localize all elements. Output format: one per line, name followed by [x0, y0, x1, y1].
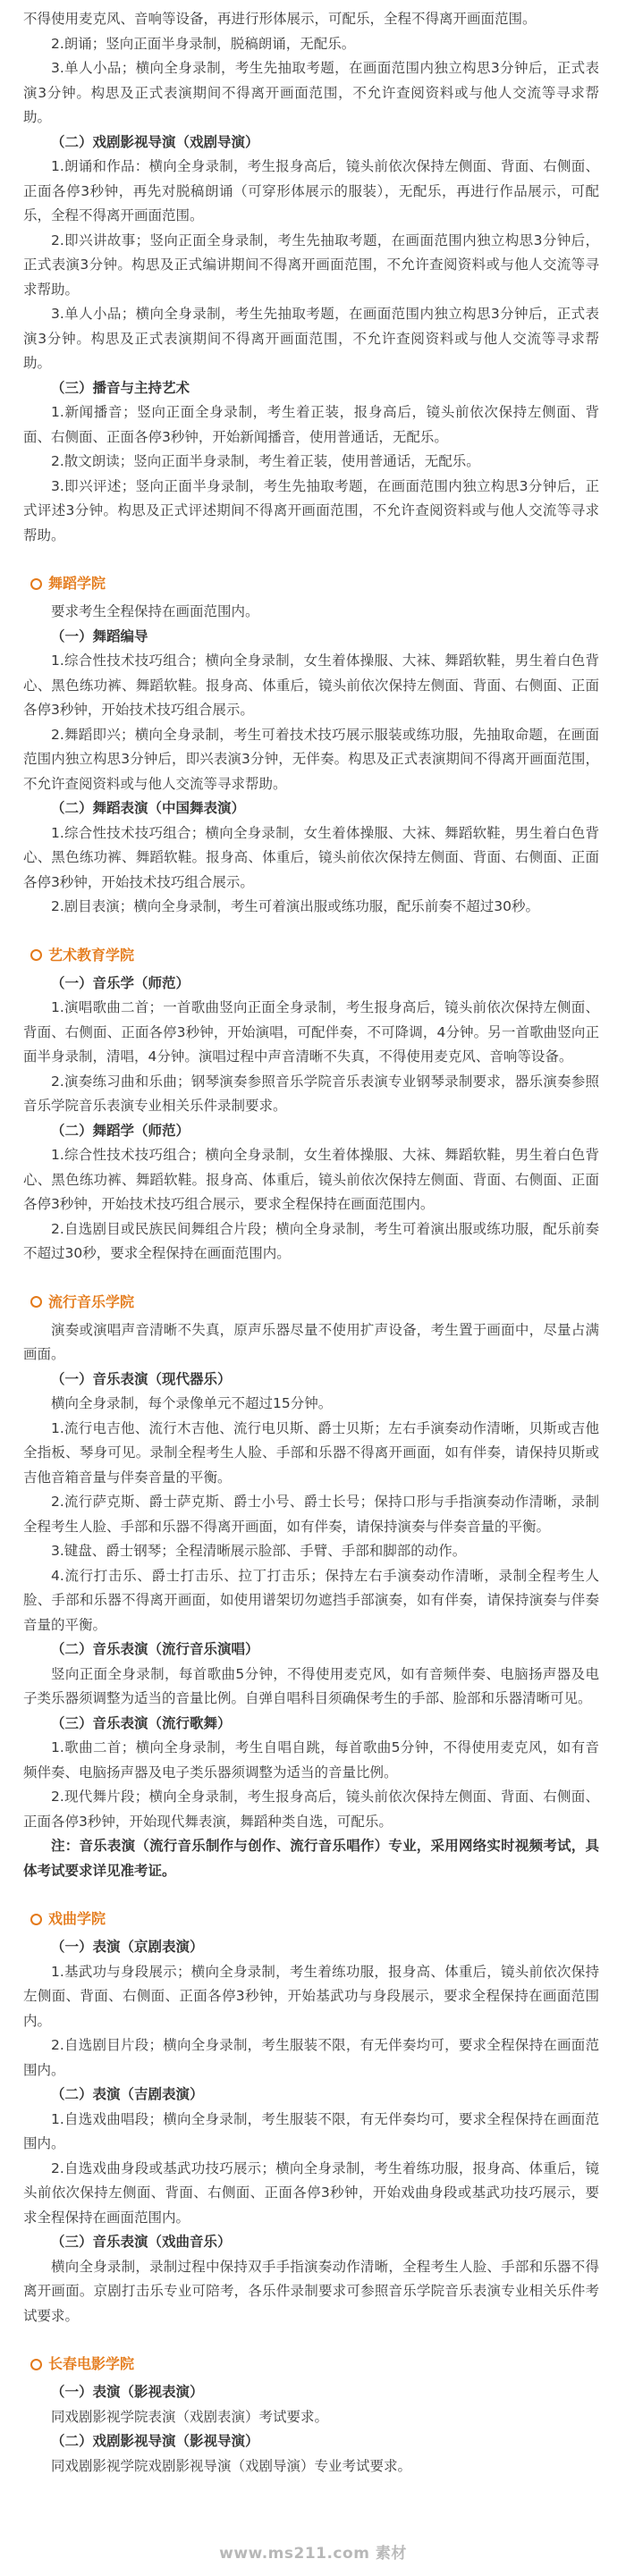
section-subheading: （二）戏剧影视导演（影视导演） [51, 2433, 259, 2449]
body-paragraph: 横向全身录制，录制过程中保持双手手指演奏动作清晰，全程考生人脸、手部和乐器不得离开画面。京剧打击乐专业可陪考，各乐件录制要求可参照音乐学院音乐表演专业相关乐件考试要求。 [23, 2258, 599, 2324]
body-paragraph: 1.综合性技术技巧组合；横向全身录制，女生着体操服、大袜、舞蹈软鞋，男生着白色背心、黑色练功裤、舞蹈软鞋。报身高、体重后，镜头前依次保持左侧面、背面、右侧面、正面各停3秒钟，开始技术技巧组合展示。 [23, 824, 599, 890]
body-paragraph: 1.基武功与身段展示；横向全身录制，考生着练功服，报身高、体重后，镜头前依次保持左侧面、背面、右侧面、正面各停3秒钟，开始基武功与身段展示，要求全程保持在画面范围内。 [23, 1963, 599, 2029]
body-paragraph: 2.演奏练习曲和乐曲；钢琴演奏参照音乐学院音乐表演专业钢琴录制要求，器乐演奏参照音乐学院音乐表演专业相关乐件录制要求。 [23, 1073, 599, 1114]
section-subheading: （一）表演（影视表演） [51, 2384, 204, 2400]
body-paragraph: 3.键盘、爵士钢琴；全程清晰展示脸部、手臂、手部和脚部的动作。 [51, 1543, 467, 1559]
body-paragraph: 2.朗诵；竖向正面半身录制，脱稿朗诵，无配乐。 [51, 35, 356, 52]
body-paragraph: 2.舞蹈即兴；横向全身录制，考生可着技术技巧展示服装或练功服，先抽取命题，在画面范围内独立构思3分钟后，即兴表演3分钟，无伴奏。构思及正式表演期间不得离开画面范围，不允许查阅资料或与他人交流等寻求帮助。 [23, 726, 599, 792]
circle-bullet-icon [30, 1296, 42, 1308]
body-paragraph: 1.流行电吉他、流行木吉他、流行电贝斯、爵士贝斯；左右手演奏动作清晰，贝斯或吉他全指板、琴身可见。录制全程考生人脸、手部和乐器不得离开画面，如有伴奏，请保持贝斯或吉他音箱音量与伴奏音量的平衡。 [23, 1419, 599, 1486]
school-heading [23, 943, 599, 968]
body-paragraph: 3.单人小品；横向全身录制，考生先抽取考题，在画面范围内独立构思3分钟后，正式表演3分钟。构思及正式表演期间不得离开画面范围，不允许查阅资料或与他人交流等寻求帮助。 [23, 60, 599, 125]
body-paragraph: 1.自选戏曲唱段；横向全身录制，考生服装不限，有无伴奏均可，要求全程保持在画面范围内。 [23, 2110, 599, 2151]
section-subheading: （二）舞蹈学（师范） [51, 1122, 190, 1139]
school-heading-text: 流行音乐学院 [48, 1292, 135, 1310]
school-heading [23, 2352, 599, 2377]
school-heading-text: 长春电影学院 [48, 2355, 135, 2372]
body-paragraph: 2.散文朗读；竖向正面半身录制，考生着正装，使用普通话，无配乐。 [51, 453, 480, 469]
school-heading [23, 1290, 599, 1315]
body-paragraph: 2.自选剧目片段；横向全身录制，考生服装不限，有无伴奏均可，要求全程保持在画面范围内。 [23, 2037, 599, 2078]
body-paragraph: 1.综合性技术技巧组合；横向全身录制，女生着体操服、大袜、舞蹈软鞋，男生着白色背心、黑色练功裤、舞蹈软鞋。报身高、体重后，镜头前依次保持左侧面、背面、右侧面、正面各停3秒钟，开始技术技巧组合展示，要求全程保持在画面范围内。 [23, 1147, 599, 1212]
section-subheading: （二）舞蹈表演（中国舞表演） [51, 800, 246, 816]
circle-bullet-icon [30, 949, 42, 961]
body-paragraph: 不得使用麦克风、音响等设备，再进行形体展示，可配乐，全程不得离开画面范围。 [23, 11, 537, 27]
watermark-text: www.ms211.com 素材 [219, 2545, 407, 2563]
body-paragraph: 1.综合性技术技巧组合；横向全身录制，女生着体操服、大袜、舞蹈软鞋，男生着白色背心、黑色练功裤、舞蹈软鞋。报身高、体重后，镜头前依次保持左侧面、背面、右侧面、正面各停3秒钟，开始技术技巧组合展示。 [23, 652, 599, 718]
body-paragraph: 要求考生全程保持在画面范围内。 [51, 603, 259, 619]
circle-bullet-icon [30, 1914, 42, 1925]
school-heading [23, 571, 599, 596]
section-subheading: （三）音乐表演（戏曲音乐） [51, 2234, 232, 2250]
school-heading-text: 戏曲学院 [48, 1910, 106, 1927]
body-paragraph: 3.即兴评述；竖向正面半身录制，考生先抽取考题，在画面范围内独立构思3分钟后，正式评述3分钟。构思及正式评述期间不得离开画面范围，不允许查阅资料或与他人交流等寻求帮助。 [23, 477, 599, 543]
section-subheading: （三）播音与主持艺术 [51, 379, 190, 396]
circle-bullet-icon [30, 2359, 42, 2370]
body-paragraph: 2.自选剧目或民族民间舞组合片段；横向全身录制，考生可着演出服或练功服，配乐前奏不超过30秒，要求全程保持在画面范围内。 [23, 1220, 599, 1261]
body-paragraph: 2.即兴讲故事；竖向正面全身录制，考生先抽取考题，在画面范围内独立构思3分钟后，正式表演3分钟。构思及正式编讲期间不得离开画面范围，不允许查阅资料或与他人交流等寻求帮助。 [23, 232, 599, 298]
body-paragraph: 2.自选戏曲身段或基武功技巧展示；横向全身录制，考生着练功服，报身高、体重后，镜头前依次保持左侧面、背面、右侧面、正面各停3秒钟，开始戏曲身段或基武功技巧展示，要求全程保持在画面范围内。 [23, 2159, 599, 2226]
section-subheading: （二）戏剧影视导演（戏剧导演） [51, 133, 259, 150]
section-subheading: （一）音乐表演（现代器乐） [51, 1370, 232, 1387]
body-paragraph: 3.单人小品；横向全身录制，考生先抽取考题，在画面范围内独立构思3分钟后，正式表演3分钟。构思及正式表演期间不得离开画面范围，不允许查阅资料或与他人交流等寻求帮助。 [23, 306, 599, 371]
school-heading-text: 舞蹈学院 [48, 575, 106, 592]
body-paragraph: 演奏或演唱声音清晰不失真，原声乐器尽量不使用扩声设备，考生置于画面中，尽量占满画面。 [23, 1321, 599, 1362]
body-paragraph: 1.朗诵和作品：横向全身录制，考生报身高后，镜头前依次保持左侧面、背面、右侧面、正面各停3秒钟，再先对脱稿朗诵（可穿形体展示的服装），无配乐，再进行作品展示，可配乐，全程不得离开画面范围。 [23, 158, 599, 223]
section-subheading: （二）表演（吉剧表演） [51, 2086, 204, 2102]
school-heading [23, 1907, 599, 1932]
body-paragraph: 同戏剧影视学院表演（戏剧表演）考试要求。 [51, 2408, 329, 2425]
section-subheading: （一）音乐学（师范） [51, 974, 190, 991]
body-paragraph: 2.剧目表演；横向全身录制，考生可着演出服或练功服，配乐前奏不超过30秒。 [51, 898, 540, 914]
body-paragraph: 同戏剧影视学院戏剧影视导演（戏剧导演）专业考试要求。 [51, 2457, 412, 2474]
body-paragraph: 2.流行萨克斯、爵士萨克斯、爵士小号、爵士长号；保持口形与手指演奏动作清晰，录制全程考生人脸、手部和乐器不得离开画面，如有伴奏，请保持演奏与伴奏音量的平衡。 [23, 1494, 599, 1535]
body-paragraph: 1.新闻播音；竖向正面全身录制，考生着正装，报身高后，镜头前依次保持左侧面、背面、右侧面、正面各停3秒钟，开始新闻播音，使用普通话，无配乐。 [23, 404, 599, 445]
body-paragraph: 横向全身录制，每个录像单元不超过15分钟。 [51, 1395, 333, 1411]
body-paragraph: 4.流行打击乐、爵士打击乐、拉丁打击乐；保持左右手演奏动作清晰，录制全程考生人脸、手部和乐器不得离开画面，如使用谱架切勿遮挡手部演奏，如有伴奏，请保持演奏与伴奏音量的平衡。 [23, 1567, 599, 1633]
section-subheading: （二）音乐表演（流行音乐演唱） [51, 1641, 259, 1657]
body-paragraph: 1.演唱歌曲二首；一首歌曲竖向正面全身录制，考生报身高后，镜头前依次保持左侧面、背面、右侧面、正面各停3秒钟，开始演唱，可配伴奏，不可降调，4分钟。另一首歌曲竖向正面半身录制，清唱，4分钟。演唱过程中声音清晰不失真，不得使用麦克风、音响等设备。 [23, 999, 599, 1065]
school-heading-text: 艺术教育学院 [48, 946, 135, 964]
body-paragraph: 2.现代舞片段；横向全身录制，考生报身高后，镜头前依次保持左侧面、背面、右侧面、正面各停3秒钟，开始现代舞表演，舞蹈种类自选，可配乐。 [23, 1789, 599, 1830]
body-paragraph: 1.歌曲二首；横向全身录制，考生自唱自跳，每首歌曲5分钟，不得使用麦克风，如有音频伴奏、电脑扬声器及电子类乐器须调整为适当的音量比例。 [23, 1739, 599, 1780]
body-paragraph: 竖向正面全身录制，每首歌曲5分钟，不得使用麦克风，如有音频伴奏、电脑扬声器及电子类乐器须调整为适当的音量比例。自弹自唱科目须确保考生的手部、脸部和乐器清晰可见。 [23, 1665, 599, 1706]
circle-bullet-icon [30, 578, 42, 590]
section-subheading: （三）音乐表演（流行歌舞） [51, 1714, 232, 1731]
section-subheading: （一）表演（京剧表演） [51, 1939, 204, 1955]
note-paragraph: 注：音乐表演（流行音乐制作与创作、流行音乐唱作）专业，采用网络实时视频考试，具体考试要求详见准考证。 [23, 1838, 599, 1879]
section-subheading: （一）舞蹈编导 [51, 627, 148, 644]
